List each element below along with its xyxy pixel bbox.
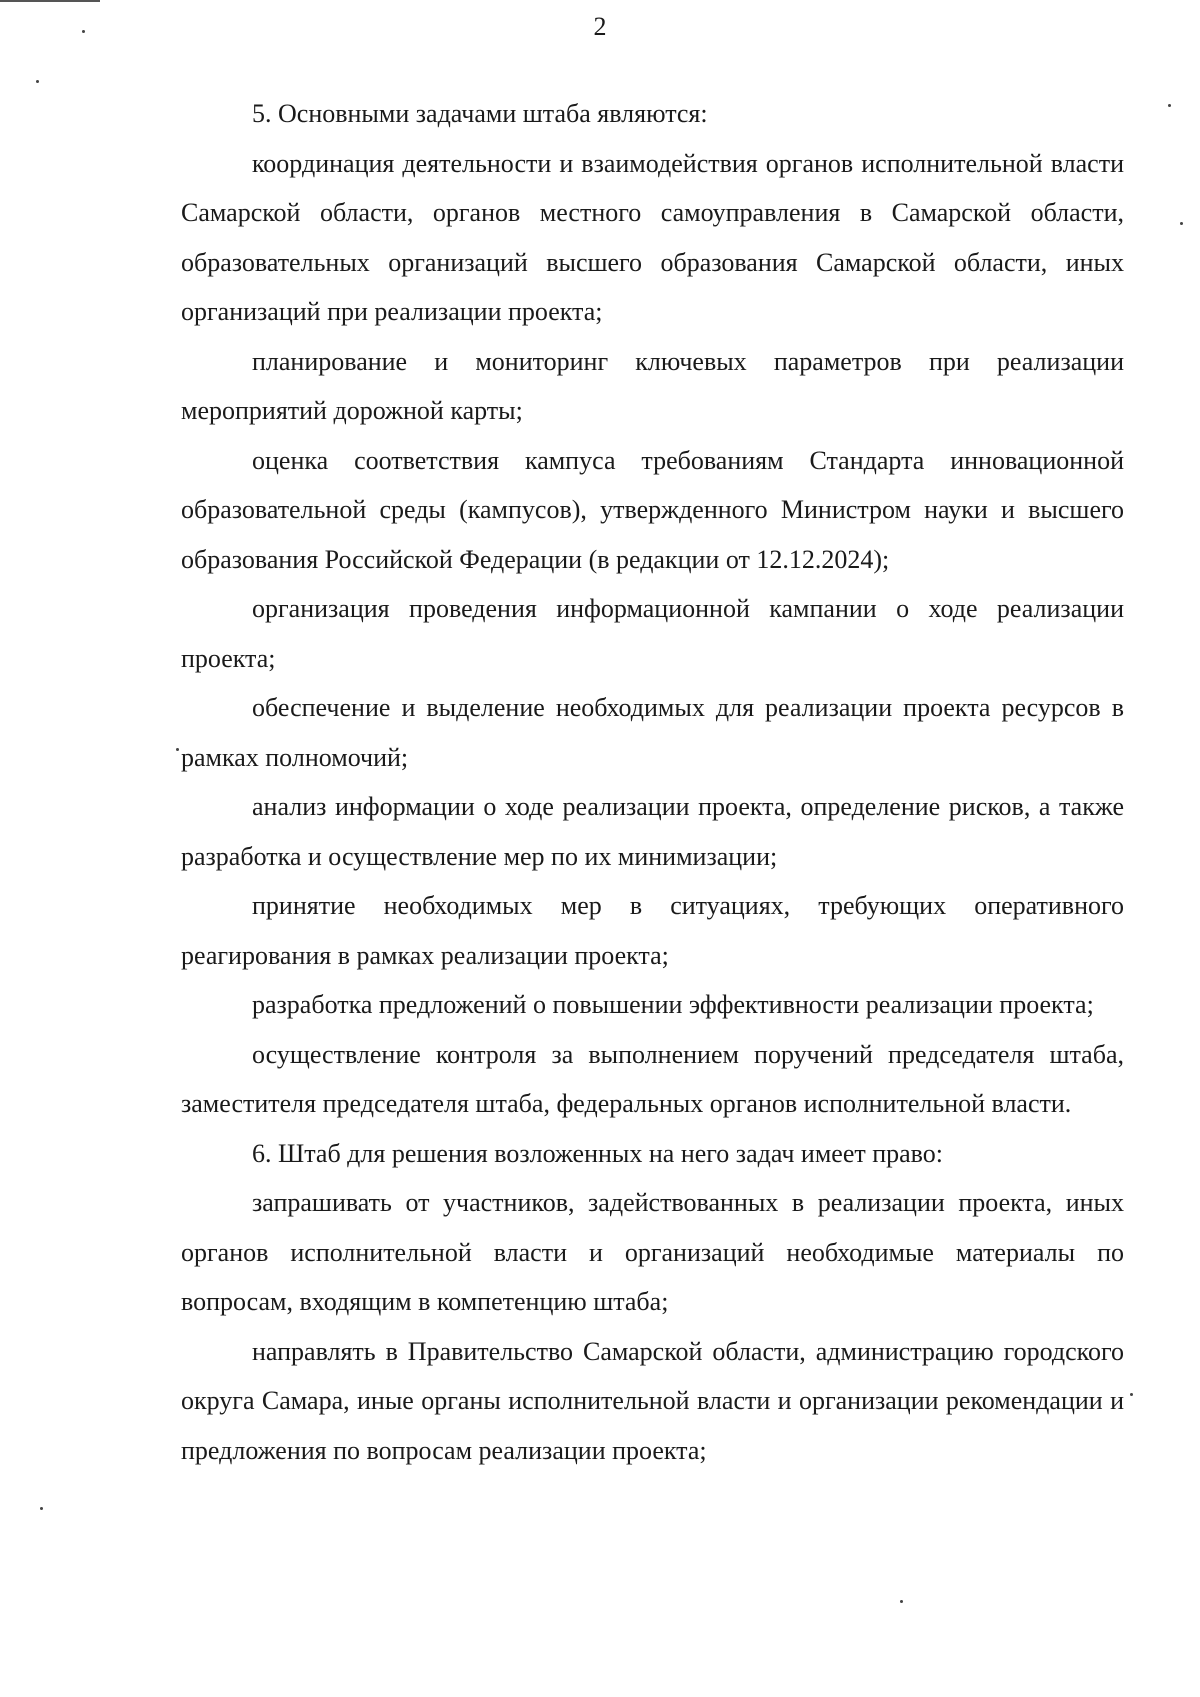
scan-speck <box>176 748 179 751</box>
paragraph-resources: обеспечение и выделение необходимых для реализации проекта ресурсов в рамках полномочий; <box>181 693 1124 772</box>
page-number: 2 <box>593 12 607 41</box>
paragraph-information-campaign: организация проведения информационной кампании о ходе реализации проекта; <box>181 594 1124 673</box>
paragraph-control: осуществление контроля за выполнением поручений председателя штаба, заместителя председателя штаба, федеральных органов исполнительной власти. <box>181 1039 1124 1118</box>
paragraph-send-recommendations: направлять в Правительство Самарской области, администрацию городского округа Самара, иные органы исполнительной власти и организации рекомендации и предложения по вопросам реализации проекта; <box>181 1336 1124 1465</box>
scan-speck <box>1168 104 1171 107</box>
paragraph-operational-measures: принятие необходимых мер в ситуациях, требующих оперативного реагирования в рамках реализации проекта; <box>181 891 1124 970</box>
scan-speck <box>40 1507 43 1510</box>
paragraph-item-5-heading: 5. Основными задачами штаба являются: <box>252 99 708 128</box>
scan-edge-line <box>0 0 100 2</box>
paragraph-item-6-heading: 6. Штаб для решения возложенных на него задач имеет право: <box>252 1138 944 1168</box>
paragraph-risk-analysis: анализ информации о ходе реализации проекта, определение рисков, а также разработка и осуществление мер по их минимизации; <box>181 792 1124 871</box>
paragraph-request-materials: запрашивать от участников, задействованных в реализации проекта, иных органов исполнительной власти и организаций необходимые материалы по вопросам, входящим в компетенцию штаба; <box>181 1188 1124 1316</box>
paragraph-planning: планирование и мониторинг ключевых параметров при реализации мероприятий дорожной карты; <box>181 346 1124 425</box>
paragraph-proposals: разработка предложений о повышении эффективности реализации проекта; <box>252 990 1094 1019</box>
scan-speck <box>36 80 39 83</box>
scan-speck <box>1130 1393 1133 1396</box>
document-body <box>181 89 1124 1475</box>
scan-speck <box>82 30 85 33</box>
paragraph-assessment: оценка соответствия кампуса требованиям Стандарта инновационной образовательной среды (кампусов), утвержденного Министром науки и высшего образования Российской Федерации (в редакции от 12.12.2024); <box>181 445 1124 574</box>
paragraph-coordination: координация деятельности и взаимодействия органов исполнительной власти Самарской области, органов местного самоуправления в Самарской области, образовательных организаций высшего образования Самарской области, иных организаций при реализации проекта; <box>181 148 1124 326</box>
scan-speck <box>900 1600 903 1603</box>
scan-speck <box>1180 222 1183 225</box>
